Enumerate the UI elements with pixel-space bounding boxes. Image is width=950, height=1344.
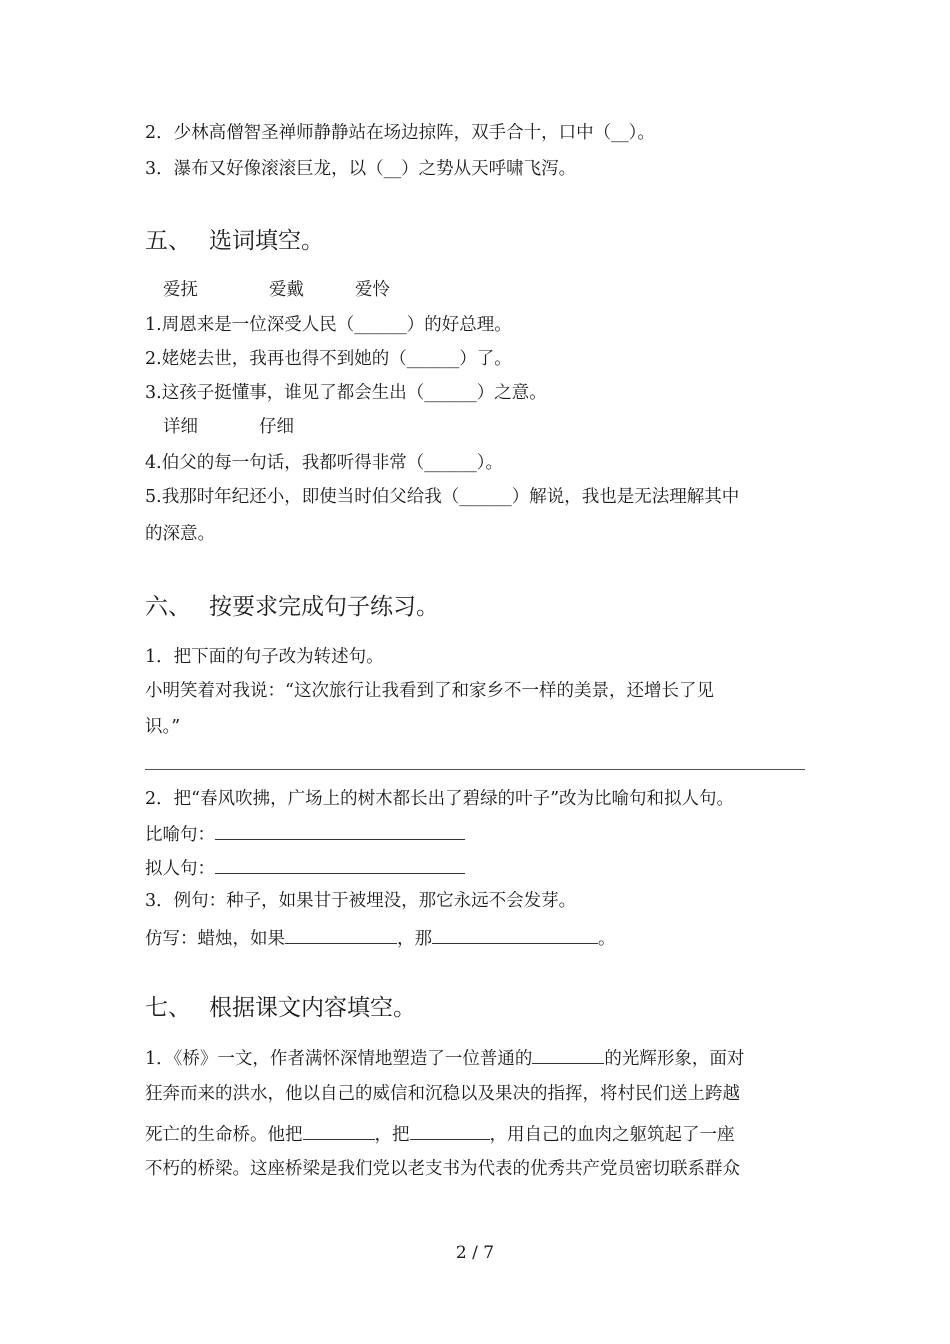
question-text: 小明笑着对我说：“这次旅行让我看到了和家乡不一样的美景，还增长了见 bbox=[145, 681, 714, 701]
question-text: 的深意。 bbox=[145, 524, 215, 544]
question-text: 2．少林高僧智圣禅师静静站在场边掠阵，双手合十，口中（__）。 bbox=[145, 123, 655, 143]
section-heading bbox=[145, 993, 416, 1023]
section-title: 根据课文内容填空。 bbox=[209, 995, 416, 1021]
question-text: 1．把下面的句子改为转述句。 bbox=[145, 647, 384, 667]
question-text: 3．瀑布又好像滚滚巨龙，以（__）之势从天呼啸飞泻。 bbox=[145, 159, 577, 179]
answer-label: 拟人句： bbox=[145, 859, 215, 879]
answer-label: 比喻句： bbox=[145, 825, 215, 845]
word-option: 详细 bbox=[163, 417, 198, 437]
question-text: 2．把“春风吹拂，广场上的树木都长出了碧绿的叶子”改为比喻句和拟人句。 bbox=[145, 789, 735, 809]
answer-blank[interactable] bbox=[410, 1121, 490, 1140]
section-title: 按要求完成句子练习。 bbox=[209, 594, 439, 620]
passage-text: ，用自己的血肉之躯筑起了一座 bbox=[489, 1125, 735, 1145]
word-option: 爱抚 bbox=[163, 280, 198, 300]
page-number: 2 / 7 bbox=[455, 1243, 495, 1263]
answer-line[interactable] bbox=[145, 769, 805, 770]
question-text: 1.周恩来是一位深受人民（______）的好总理。 bbox=[145, 315, 512, 335]
answer-blank[interactable] bbox=[215, 855, 465, 874]
answer-blank[interactable] bbox=[215, 821, 465, 840]
answer-blank[interactable] bbox=[432, 925, 598, 944]
answer-row bbox=[145, 821, 815, 847]
answer-label: 。 bbox=[598, 929, 616, 949]
passage-line: 不朽的桥梁。这座桥梁是我们党以老支书为代表的优秀共产党员密切联系群众 bbox=[145, 1159, 740, 1179]
passage-line bbox=[145, 1045, 815, 1071]
question-text: 3.这孩子挺懂事，谁见了都会生出（______）之意。 bbox=[145, 383, 547, 403]
word-option: 仔细 bbox=[259, 417, 294, 437]
passage-text: 死亡的生命桥。他把 bbox=[145, 1125, 303, 1145]
answer-label: ，那 bbox=[397, 929, 432, 949]
answer-blank[interactable] bbox=[303, 1121, 375, 1140]
question-text: 5.我那时年纪还小，即使当时伯父给我（______）解说，我也是无法理解其中 bbox=[145, 487, 740, 507]
question-text: 4.伯父的每一句话，我都听得非常（______）。 bbox=[145, 453, 503, 473]
answer-blank[interactable] bbox=[285, 925, 397, 944]
answer-row bbox=[145, 925, 815, 951]
section-heading bbox=[145, 226, 324, 256]
section-number: 七、 bbox=[145, 995, 191, 1021]
section-number: 五、 bbox=[145, 228, 191, 254]
passage-line: 狂奔而来的洪水，他以自己的威信和沉稳以及果决的指挥，将村民们送上跨越 bbox=[145, 1084, 740, 1104]
answer-label: 仿写：蜡烛，如果 bbox=[145, 929, 285, 949]
word-option: 爱戴 bbox=[269, 280, 304, 300]
passage-text: 1．《桥》一文，作者满怀深情地塑造了一位普通的 bbox=[145, 1049, 533, 1069]
question-text: 2.姥姥去世，我再也得不到她的（______）了。 bbox=[145, 349, 512, 369]
passage-text: 的光辉形象，面对 bbox=[604, 1049, 745, 1069]
answer-row bbox=[145, 855, 815, 881]
passage-line bbox=[145, 1121, 815, 1147]
question-text: 识。” bbox=[145, 717, 181, 737]
section-number: 六、 bbox=[145, 594, 191, 620]
word-option: 爱怜 bbox=[355, 280, 390, 300]
answer-blank[interactable] bbox=[532, 1045, 604, 1064]
passage-text: ，把 bbox=[374, 1125, 410, 1145]
section-title: 选词填空。 bbox=[209, 228, 324, 254]
section-heading bbox=[145, 592, 439, 622]
question-text: 3．例句：种子，如果甘于被埋没，那它永远不会发芽。 bbox=[145, 891, 577, 911]
